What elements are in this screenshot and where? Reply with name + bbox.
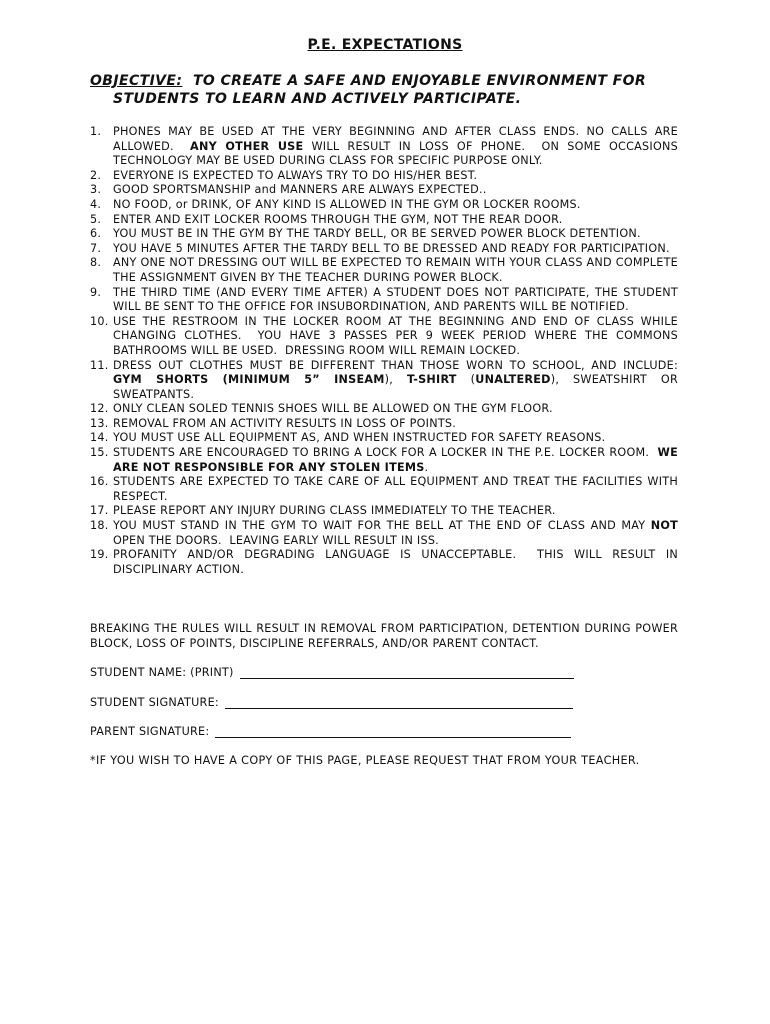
parent-signature-label: PARENT SIGNATURE:	[90, 725, 210, 738]
rule-text: EVERYONE IS EXPECTED TO ALWAYS TRY TO DO HIS/HER BEST.	[113, 168, 478, 182]
rules-list	[90, 125, 683, 577]
rule-text: ), SWEATSHIRT OR SWEATPANTS.	[113, 373, 682, 401]
rule-number: 11.	[90, 358, 109, 372]
rule-number: 14.	[90, 431, 109, 445]
rule-text: (	[456, 373, 476, 387]
rule-item	[90, 402, 678, 417]
rule-emphasis: ANY OTHER USE	[190, 139, 304, 153]
rule-number: 9.	[90, 285, 102, 299]
rule-item	[90, 242, 678, 257]
rule-text: OPEN THE DOORS. LEAVING EARLY WILL RESULT IN ISS.	[113, 519, 682, 547]
rule-item	[90, 125, 682, 169]
rule-item	[90, 358, 682, 403]
student-name-line[interactable]	[240, 666, 574, 679]
rule-number: 1.	[90, 125, 102, 138]
student-name-label: STUDENT NAME: (PRINT)	[90, 666, 234, 679]
objective-statement	[90, 72, 680, 108]
rule-emphasis: UNALTERED	[475, 373, 551, 387]
rule-item	[90, 314, 682, 359]
rule-text: PLEASE REPORT ANY INJURY DURING CLASS IMMEDIATELY TO THE TEACHER.	[113, 504, 556, 518]
rule-number: 10.	[90, 314, 109, 328]
rule-text: YOU MUST USE ALL EQUIPMENT AS, AND WHEN INSTRUCTED FOR SAFETY REASONS.	[113, 431, 606, 445]
rule-text: PHONES MAY BE USED AT THE VERY BEGINNING AND AFTER CLASS ENDS. NO CALLS ARE ALLOWED.	[113, 125, 682, 153]
rule-item	[90, 198, 678, 213]
rule-number: 7.	[90, 241, 102, 255]
student-signature-label: STUDENT SIGNATURE:	[90, 696, 219, 709]
rule-text: ONLY CLEAN SOLED TENNIS SHOES WILL BE ALLOWED ON THE GYM FLOOR.	[113, 402, 553, 416]
rule-item	[90, 548, 682, 577]
consequences-note: BREAKING THE RULES WILL RESULT IN REMOVAL FROM PARTICIPATION, DETENTION DURING POWER BLOCK, LOSS OF POINTS, DISCIPLINE REFERRALS, AND/OR PARENT CONTACT.	[90, 622, 678, 650]
rule-item	[90, 504, 678, 519]
rule-text: YOU MUST BE IN THE GYM BY THE TARDY BELL, OR BE SERVED POWER BLOCK DETENTION.	[113, 227, 641, 241]
rule-text: DRESS OUT CLOTHES MUST BE DIFFERENT THAN THOSE WORN TO SCHOOL, AND INCLUDE:	[113, 358, 682, 372]
objective-line-1: TO CREATE A SAFE AND ENJOYABLE ENVIRONMENT FOR	[192, 73, 647, 89]
objective-line-2: STUDENTS TO LEARN AND ACTIVELY PARTICIPATE.	[113, 91, 522, 107]
rule-text: STUDENTS ARE ENCOURAGED TO BRING A LOCK FOR A LOCKER IN THE P.E. LOCKER ROOM.	[113, 446, 658, 460]
rule-item	[90, 169, 678, 184]
rule-text: YOU HAVE 5 MINUTES AFTER THE TARDY BELL TO BE DRESSED AND READY FOR PARTICIPATION.	[113, 241, 670, 255]
rule-emphasis: NOT	[650, 519, 678, 533]
rule-number: 19.	[90, 548, 109, 562]
rule-emphasis: T-SHIRT	[406, 373, 457, 387]
rule-item	[90, 213, 678, 228]
rule-item	[90, 446, 683, 475]
copy-request-note: *IF YOU WISH TO HAVE A COPY OF THIS PAGE, PLEASE REQUEST THAT FROM YOUR TEACHER.	[90, 754, 640, 767]
parent-signature-field[interactable]	[90, 725, 571, 738]
rule-emphasis: GYM SHORTS (MINIMUM 5” INSEAM	[113, 373, 385, 387]
student-signature-line[interactable]	[225, 696, 573, 709]
rule-text: NO FOOD, or DRINK, OF ANY KIND IS ALLOWED IN THE GYM OR LOCKER ROOMS.	[113, 197, 581, 211]
objective-label: OBJECTIVE	[90, 73, 177, 89]
rule-text: ANY ONE NOT DRESSING OUT WILL BE EXPECTED TO REMAIN WITH YOUR CLASS AND COMPLETE THE ASSIGNMENT GIVEN BY THE TEACHER DURING POWER BLOCK.	[113, 256, 682, 284]
rule-item	[90, 256, 682, 285]
rule-number: 13.	[90, 416, 109, 430]
rule-item	[90, 475, 682, 504]
rule-text: PROFANITY AND/OR DEGRADING LANGUAGE IS UNACCEPTABLE. THIS WILL RESULT IN DISCIPLINARY ACTION.	[113, 548, 682, 576]
parent-signature-line[interactable]	[215, 725, 571, 738]
rule-text: GOOD SPORTSMANSHIP and MANNERS ARE ALWAYS EXPECTED..	[113, 183, 487, 197]
objective-colon: :	[176, 73, 183, 89]
rule-text: USE THE RESTROOM IN THE LOCKER ROOM AT THE BEGINNING AND END OF CLASS WHILE CHANGING CLOTHES. YOU HAVE 3 PASSES PER 9 WEEK PERIOD WHERE THE COMMONS BATHROOMS WILL BE USED. DRESSING ROOM WILL REMAIN LOCKED.	[113, 314, 682, 357]
rule-number: 16.	[90, 475, 109, 489]
rule-number: 4.	[90, 197, 102, 211]
student-signature-field[interactable]	[90, 696, 573, 709]
rule-text: ),	[384, 373, 407, 387]
rule-item	[90, 227, 678, 242]
rule-text: REMOVAL FROM AN ACTIVITY RESULTS IN LOSS OF POINTS.	[113, 416, 457, 430]
page-title: P.E. EXPECTATIONS	[307, 37, 463, 53]
rule-item	[90, 431, 678, 446]
rule-item	[90, 183, 678, 198]
student-name-field[interactable]	[90, 666, 574, 679]
rule-number: 8.	[90, 256, 102, 270]
rule-text: YOU MUST STAND IN THE GYM TO WAIT FOR THE BELL AT THE END OF CLASS AND MAY	[113, 519, 651, 533]
rule-text: STUDENTS ARE EXPECTED TO TAKE CARE OF ALL EQUIPMENT AND TREAT THE FACILITIES WITH RESPECT.	[113, 475, 682, 503]
rule-number: 3.	[90, 183, 102, 197]
rule-text: .	[424, 460, 429, 474]
rule-item	[90, 519, 682, 548]
rule-number: 17.	[90, 504, 109, 518]
rule-number: 2.	[90, 168, 102, 182]
rule-number: 18.	[90, 519, 109, 533]
rule-number: 15.	[90, 446, 109, 460]
rule-item	[90, 285, 682, 315]
rule-text: WILL RESULT IN LOSS OF PHONE. ON SOME OCCASIONS TECHNOLOGY MAY BE USED DURING CLASS FOR SPECIFIC PURPOSE ONLY.	[113, 139, 682, 168]
rule-number: 12.	[90, 402, 109, 416]
rule-number: 5.	[90, 212, 102, 226]
rule-number: 6.	[90, 227, 102, 241]
rule-item	[90, 417, 678, 432]
rule-text: THE THIRD TIME (AND EVERY TIME AFTER) A STUDENT DOES NOT PARTICIPATE, THE STUDENT WILL BE SENT TO THE OFFICE FOR INSUBORDINATION, AND PARENTS WILL BE NOTIFIED.	[113, 285, 682, 314]
rule-emphasis: WE ARE NOT RESPONSIBLE FOR ANY STOLEN ITEMS	[113, 446, 683, 474]
rule-text: ENTER AND EXIT LOCKER ROOMS THROUGH THE GYM, NOT THE REAR DOOR.	[113, 212, 563, 226]
